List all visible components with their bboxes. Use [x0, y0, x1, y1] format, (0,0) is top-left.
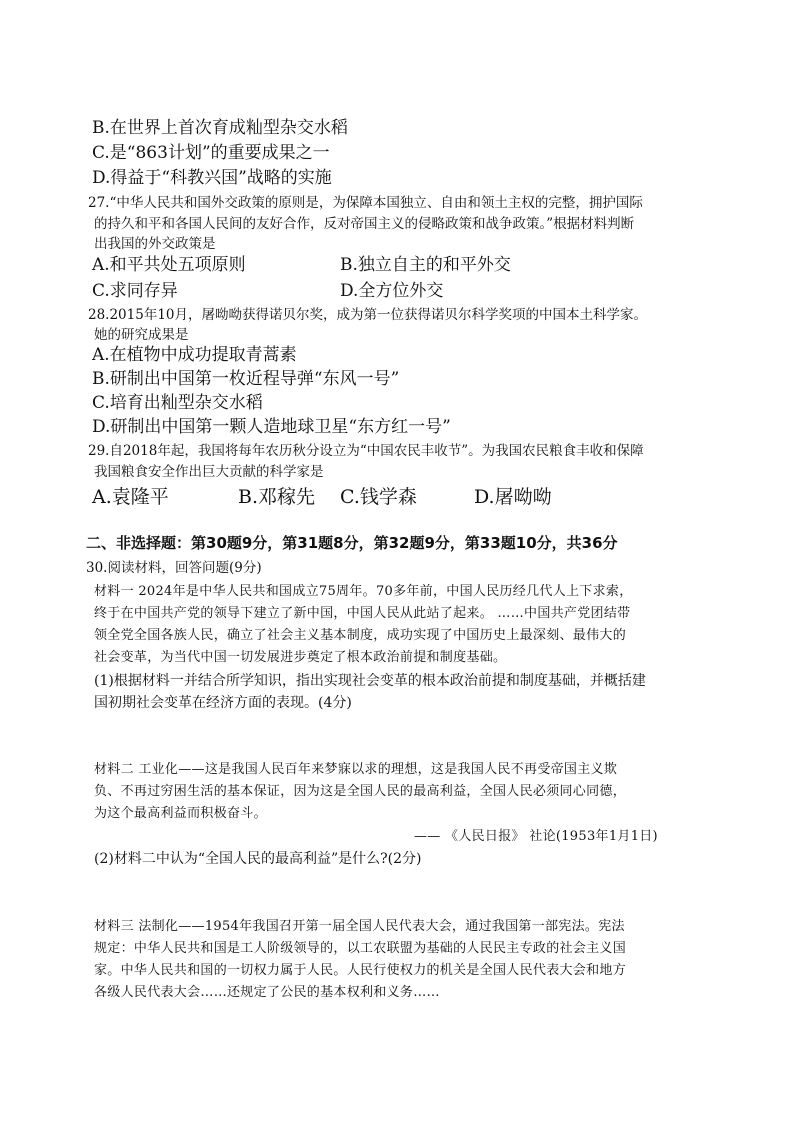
q27-stem-line2: 的持久和平和各国人民间的友好合作，反对帝国主义的侵略政策和战争政策。”根据材料判断 [94, 216, 635, 232]
q28-option-a: A.在植物中成功提取青蒿素 [92, 345, 297, 365]
q27-stem-line1: 27.“中华人民共和国外交政策的原则是，为保障本国独立、自由和领土主权的完整，拥护国际 [88, 195, 643, 211]
q28-option-d: D.研制出中国第一颗人造地球卫星“东方红一号” [92, 417, 451, 437]
q30-sub1-line2: 国初期社会变革在经济方面的表现。(4分) [94, 695, 352, 711]
q29-stem-line1: 29.自2018年起，我国将每年农历秋分设立为“中国农民丰收节”。为我国农民粮食丰收和保障 [88, 443, 644, 459]
q30-material3-line4: 各级人民代表大会……还规定了公民的基本权利和义务…… [94, 985, 440, 1000]
q26-option-c: C.是“863计划”的重要成果之一 [92, 143, 330, 163]
q30-sub2: (2)材料二中认为“全国人民的最高利益”是什么?(2分) [94, 851, 422, 867]
q28-option-b: B.研制出中国第一枚近程导弹“东风一号” [92, 369, 400, 389]
q27-option-d: D.全方位外交 [340, 281, 444, 301]
q30-material3-line3: 家。中华人民共和国的一切权力属于人民。人民行使权力的机关是全国人民代表大会和地方 [94, 963, 627, 978]
q27-option-a: A.和平共处五项原则 [92, 255, 246, 275]
q30-material1-line4: 社会变革，为当代中国一切发展进步奠定了根本政治前提和制度基础。 [94, 650, 507, 665]
q29-stem-line2: 我国粮食安全作出巨大贡献的科学家是 [94, 464, 324, 480]
q28-stem-line1: 28.2015年10月，屠呦呦获得诺贝尔奖，成为第一位获得诺贝尔科学奖项的中国本土科学家。 [88, 307, 648, 323]
q28-option-c: C.培育出籼型杂交水稻 [92, 393, 263, 413]
q27-stem-line3: 出我国的外交政策是 [94, 236, 216, 252]
q26-option-d: D.得益于“科教兴国”战略的实施 [92, 168, 332, 188]
q26-option-b: B.在世界上首次育成籼型杂交水稻 [92, 118, 348, 138]
q30-material1-line1: 材料一 2024年是中华人民共和国成立75周年。70多年前，中国人民历经几代人上下求索， [94, 584, 633, 599]
q30-material3-line1: 材料三 法制化——1954年我国召开第一届全国人民代表大会，通过我国第一部宪法。宪法 [94, 919, 625, 934]
q27-option-c: C.求同存异 [92, 281, 178, 301]
q29-option-c: C.钱学森 [340, 486, 417, 508]
q30-material1-line3: 领全党全国各族人民，确立了社会主义基本制度，成功实现了中国历史上最深刻、最伟大的 [94, 628, 627, 643]
q30-material3-line2: 规定：中华人民共和国是工人阶级领导的，以工农联盟为基础的人民民主专政的社会主义国 [94, 941, 627, 956]
q30-material2-line3: 为这个最高利益而积极奋斗。 [94, 806, 267, 821]
q30-material1-line2: 终于在中国共产党的领导下建立了新中国，中国人民从此站了起来。 ……中国共产党团结带 [94, 606, 631, 621]
section2-heading: 二、非选择题：第30题9分，第31题8分，第32题9分，第33题10分，共36分 [86, 534, 618, 552]
q27-option-b: B.独立自主的和平外交 [340, 255, 511, 275]
q30-material2-line2: 负、不再过穷困生活的基本保证，因为这是全国人民的最高利益，全国人民必须同心同德， [94, 784, 627, 799]
q30-material2-line1: 材料二 工业化——这是我国人民百年来梦寐以求的理想，这是我国人民不再受帝国主义欺 [94, 762, 618, 777]
q29-option-b: B.邓稼先 [238, 486, 316, 508]
q30-intro: 30.阅读材料，回答问题(9分) [86, 560, 262, 576]
q30-material2-source: —— 《人民日报》 社论(1953年1月1日) [414, 829, 658, 844]
q28-stem-line2: 她的研究成果是 [94, 327, 189, 343]
q30-sub1-line1: (1)根据材料一并结合所学知识，指出实现社会变革的根本政治前提和制度基础，并概括建 [94, 673, 646, 689]
q29-option-a: A.袁隆平 [92, 486, 169, 508]
q29-option-d: D.屠呦呦 [474, 486, 552, 508]
